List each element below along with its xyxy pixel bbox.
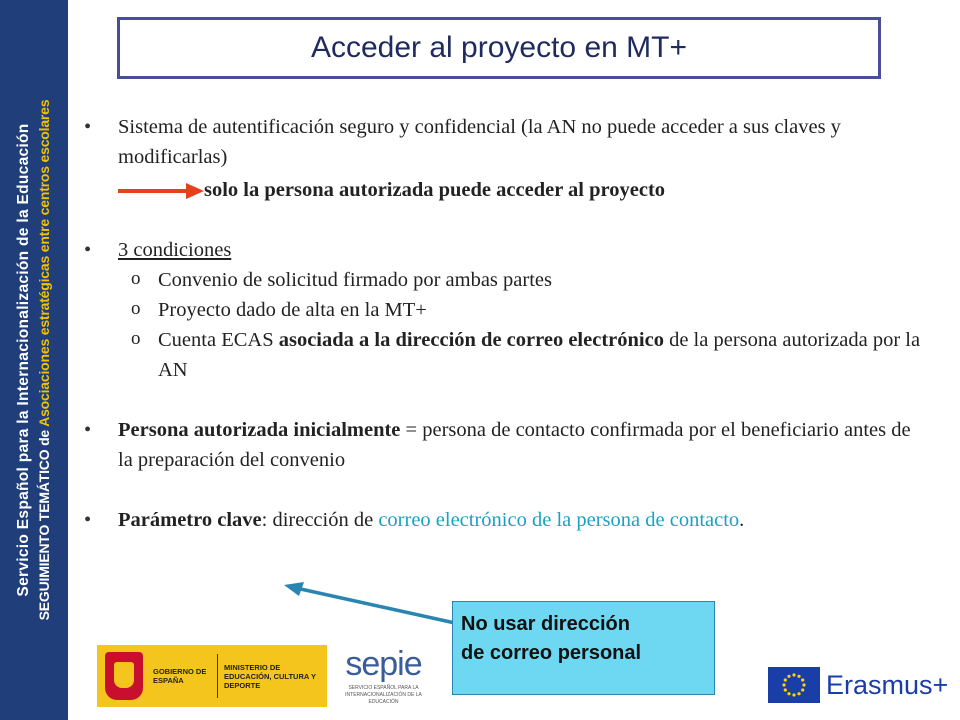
sidebar-banner [0, 0, 68, 720]
authorized-person-text: solo la persona autorizada puede acceder al proyecto [204, 179, 666, 201]
condition-item-2: Proyecto dado de alta en la MT+ [158, 299, 427, 321]
callout-line-1: No usar dirección [461, 613, 630, 635]
logo-divider [217, 654, 218, 698]
warning-callout [452, 601, 715, 695]
condition-item-3-pre: Cuenta ECAS [158, 329, 279, 351]
key-parameter-mid: : dirección de [261, 509, 379, 531]
condition-item-1: Convenio de solicitud firmado por ambas partes [158, 269, 552, 291]
sepie-wordmark: sepie [345, 645, 422, 683]
sidebar-line-2-prefix: SEGUIMIENTO TEMÁTICO de [36, 426, 52, 621]
authorized-person-row [80, 175, 930, 205]
erasmus-wordmark: Erasmus+ [826, 669, 949, 700]
condition-item [80, 265, 930, 295]
sidebar-line-1: Servicio Español para la Internacionalización de la Educación [15, 123, 32, 597]
conditions-heading: 3 condiciones [118, 239, 232, 261]
slide-content [80, 112, 930, 535]
callout-line-2: de correo personal [461, 642, 642, 664]
title-box [117, 17, 881, 79]
sidebar-line-2 [34, 0, 54, 720]
condition-item [80, 295, 930, 325]
condition-item-3-bold: asociada a la dirección de correo electrónico [278, 329, 664, 351]
condition-item [80, 325, 930, 385]
bullet-authentication-text: Sistema de autentificación seguro y confidencial (la AN no puede acceder a sus claves y modificarlas) [118, 116, 841, 168]
government-logo [97, 645, 327, 707]
key-parameter-end: . [739, 509, 745, 531]
sidebar-line-2-accent: Asociaciones estratégicas entre centros escolares [36, 99, 52, 427]
erasmus-logo [768, 667, 948, 703]
sepie-subtitle: SERVICIO ESPAÑOL PARA LA INTERNACIONALIZACIÓN DE LA EDUCACIÓN [345, 685, 422, 705]
bullet-conditions [80, 235, 930, 265]
key-parameter-email: correo electrónico de la persona de contacto [378, 509, 740, 531]
ministry-name: MINISTERIO DE EDUCACIÓN, CULTURA Y DEPORTE [224, 662, 316, 690]
eu-flag-icon [768, 667, 820, 703]
authorized-person-bold: Persona autorizada inicialmente [118, 419, 401, 441]
bullet-authorized-person [80, 415, 930, 475]
callout-arrow-icon [280, 578, 460, 628]
sepie-logo [331, 645, 436, 707]
right-arrow-icon [116, 181, 206, 201]
bullet-authentication [80, 112, 930, 172]
sidebar-text [14, 0, 54, 720]
condition-item-3-post: de la persona autorizada por la AN [158, 329, 921, 381]
authorized-person-rest: = persona de contacto confirmada por el beneficiario antes de la preparación del convenio [118, 419, 911, 471]
page-title: Acceder al proyecto en MT+ [310, 31, 687, 64]
spain-crest-icon [105, 652, 143, 700]
bullet-key-parameter [80, 505, 930, 535]
gov-name: GOBIERNO DE ESPAÑA [153, 667, 207, 685]
key-parameter-bold: Parámetro clave [118, 509, 262, 531]
